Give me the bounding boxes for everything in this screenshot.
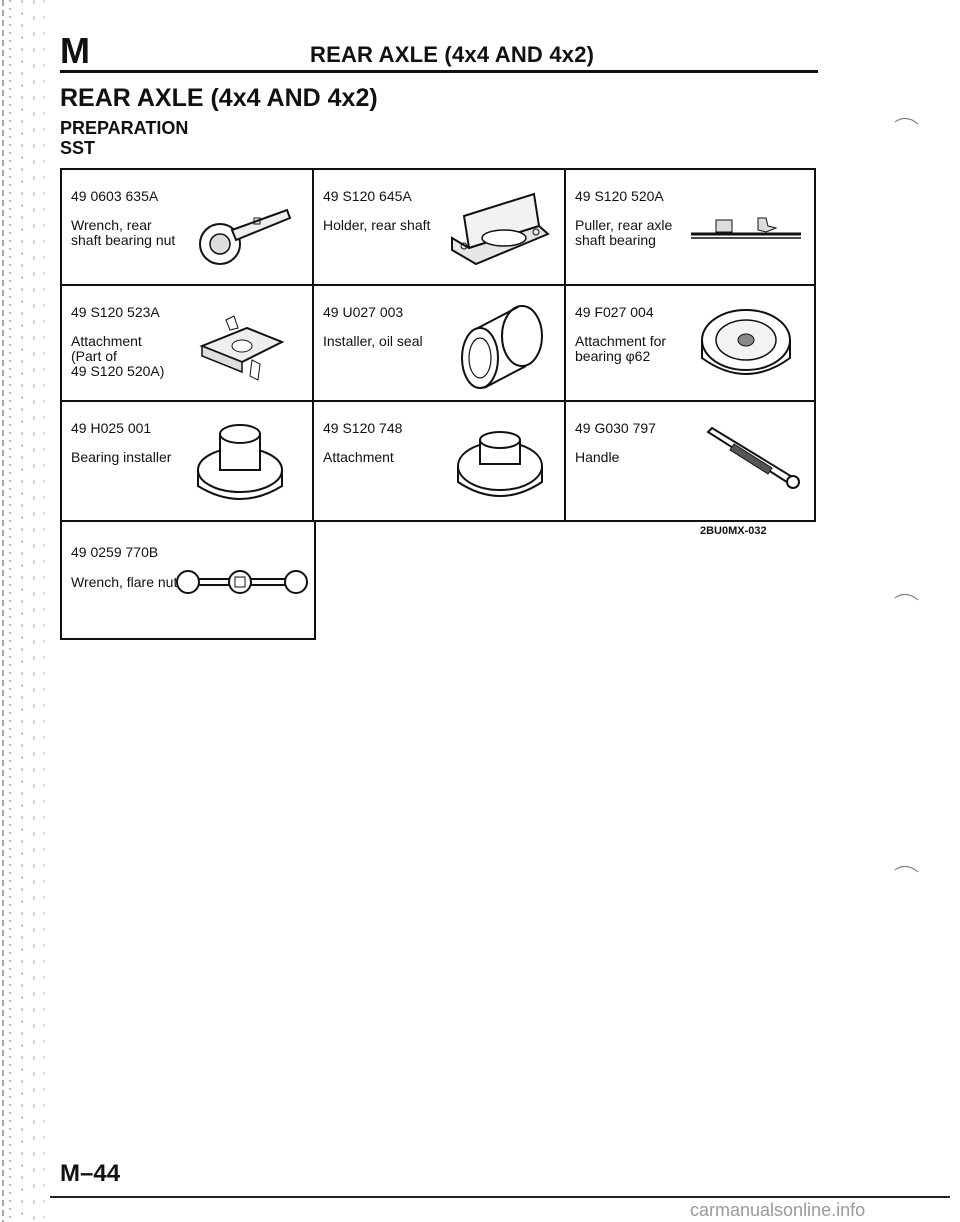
tool-cell xyxy=(62,170,314,286)
bearing-puller-icon xyxy=(686,210,806,250)
handle-icon xyxy=(698,424,808,494)
tool-cell xyxy=(566,402,816,520)
page-title: REAR AXLE (4x4 AND 4x2) xyxy=(60,84,378,112)
tool-cell xyxy=(566,170,816,286)
tool-code: 49 0259 770B xyxy=(71,544,159,560)
tool-name: Handle xyxy=(575,449,620,465)
shaft-holder-icon xyxy=(444,186,554,270)
tool-code: 49 U027 003 xyxy=(323,304,404,320)
oil-seal-installer-icon xyxy=(452,298,552,394)
scan-mark xyxy=(892,112,922,142)
table-column-divider xyxy=(564,170,566,520)
figure-code: 2BU0MX-032 xyxy=(700,525,767,537)
sst-tool-table xyxy=(60,168,816,522)
tool-code: 49 S120 748 xyxy=(323,420,403,436)
attachment-ring-icon xyxy=(452,424,548,512)
tool-cell xyxy=(62,286,314,402)
tool-name: Attachment xyxy=(323,449,394,465)
tool-cell xyxy=(566,286,816,402)
tool-cell xyxy=(314,170,566,286)
section-letter: M xyxy=(60,30,90,71)
tool-name: Puller, rear axle shaft bearing xyxy=(575,217,673,248)
header-rule xyxy=(60,70,818,73)
page-number: M–44 xyxy=(60,1160,121,1187)
tool-code: 49 0603 635A xyxy=(71,188,159,204)
bearing-installer-icon xyxy=(192,420,288,512)
watermark-text: carmanualsonline.info xyxy=(690,1200,866,1220)
tool-code: 49 F027 004 xyxy=(575,304,654,320)
tool-name: Wrench, rear shaft bearing nut xyxy=(71,217,176,248)
table-column-divider xyxy=(312,170,314,520)
flare-nut-wrench-icon xyxy=(174,560,310,604)
tool-name: Bearing installer xyxy=(71,449,172,465)
tool-code: 49 S120 523A xyxy=(71,304,160,320)
scan-mark xyxy=(892,860,922,890)
tool-cell xyxy=(314,402,566,520)
tool-name: Attachment (Part of 49 S120 520A) xyxy=(71,333,165,379)
tool-code: 49 S120 645A xyxy=(323,188,412,204)
bearing-attachment-icon xyxy=(696,300,796,392)
tool-cell xyxy=(60,520,316,640)
tool-name: Installer, oil seal xyxy=(323,333,423,349)
tool-name: Holder, rear shaft xyxy=(323,217,431,233)
tool-name: Wrench, flare nut xyxy=(71,574,178,590)
running-header-title: REAR AXLE (4x4 AND 4x2) xyxy=(310,42,595,67)
tool-code: 49 H025 001 xyxy=(71,420,152,436)
scan-mark xyxy=(892,588,922,618)
tool-name: Attachment for bearing φ62 xyxy=(575,333,667,364)
preparation-heading: PREPARATION xyxy=(60,118,189,138)
tool-cell xyxy=(314,286,566,402)
binding-edge-marks xyxy=(0,0,50,1222)
tool-cell xyxy=(62,402,314,520)
tool-code: 49 S120 520A xyxy=(575,188,664,204)
ring-nut-wrench-icon xyxy=(192,200,297,272)
puller-attachment-icon xyxy=(192,308,292,388)
sst-heading: SST xyxy=(60,138,96,158)
footer-rule xyxy=(50,1196,950,1198)
tool-code: 49 G030 797 xyxy=(575,420,656,436)
